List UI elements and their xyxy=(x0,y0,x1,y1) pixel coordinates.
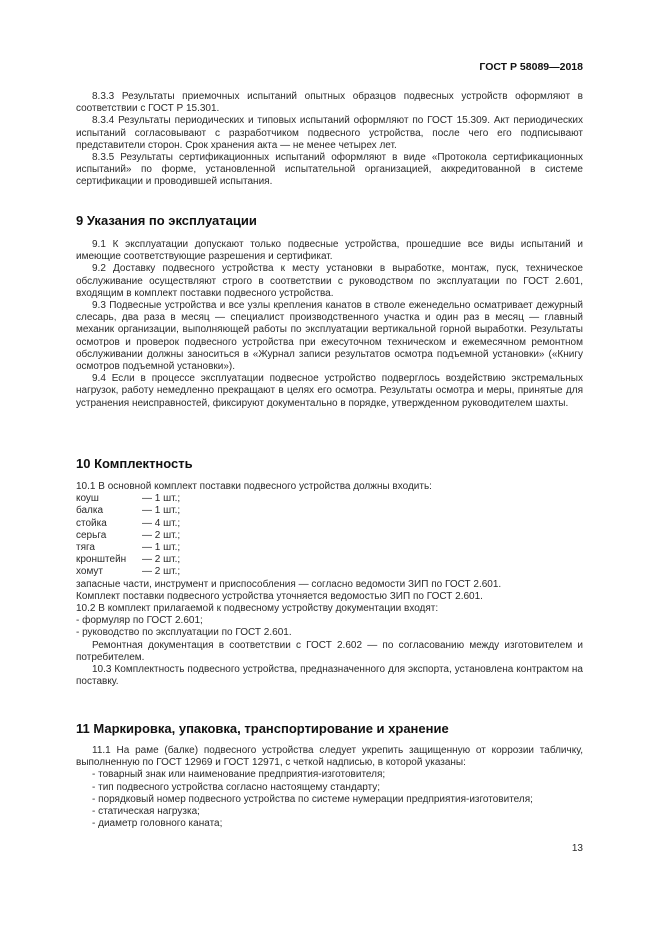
paragraph-9-1: 9.1 К эксплуатации допускают только подвесные устройства, прошедшие все виды испытаний и имеющие соответствующие разрешения и сертификат. xyxy=(76,239,583,263)
kit-item: хомут — 2 шт.; xyxy=(76,566,181,578)
paragraph-9-3: 9.3 Подвесные устройства и все узлы крепления канатов в стволе еженедельно осматривает дежурный слесарь, два раза в месяц — специалист производственного участка и один раз в месяц — главный механик организации, выполняющей работы по эксплуатации вертикальной горной выработки. Результаты осмотров и проверок подвесного устройства при ежесуточном техническом и ежемесячном ремонтном обслуживании должны заноситься в «Журнал записи результатов осмотра подъемной установки» («Книгу осмотров подъемной установки»). xyxy=(76,300,583,373)
repair-docs-paragraph: Ремонтная документация в соответствии с ГОСТ 2.602 — по согласованию между изготовителем и потребителем. xyxy=(76,639,583,663)
paragraph-8-3-3: 8.3.3 Результаты приемочных испытаний опытных образцов подвесных устройств оформляют в соответствии с ГОСТ Р 15.301. xyxy=(76,91,583,115)
marking-item: - диаметр головного каната; xyxy=(92,818,223,830)
section-11 xyxy=(76,721,583,830)
section-11-heading: 11 Маркировка, упаковка, транспортирование и хранение xyxy=(76,721,449,736)
section-9-heading: 9 Указания по эксплуатации xyxy=(76,213,257,228)
kit-item: балка — 1 шт.; xyxy=(76,505,181,517)
paragraph-11-1: 11.1 На раме (балке) подвесного устройства следует укрепить защищенную от коррозии табличку, выполненную по ГОСТ 12969 и ГОСТ 12971, с четкой надписью, в которой указаны: xyxy=(76,745,583,769)
paragraph-9-2: 9.2 Доставку подвесного устройства к месту установки в выработке, монтаж, пуск, техническое обслуживание осуществляют строго в соответствии с руководством по эксплуатации по ГОСТ 2.601, входящим в комплект поставки подвесного устройства. xyxy=(76,263,583,299)
page-number: 13 xyxy=(571,843,583,854)
paragraph-9-4: 9.4 Если в процессе эксплуатации подвесное устройство подверглось воздействию экстремальных нагрузок, работу немедленно прекращают в целях его осмотра. Результаты осмотра и меры, принятые для устранения неисправностей, фиксируют документально в порядке, утвержденном руководителем шахты. xyxy=(76,373,583,409)
section-9 xyxy=(76,213,583,410)
paragraph-10-3: 10.3 Комплектность подвесного устройства, предназначенного для экспорта, установлена контрактом на поставку. xyxy=(76,664,583,688)
doc-item: - руководство по эксплуатации по ГОСТ 2.601. xyxy=(76,627,292,639)
marking-item: - тип подвесного устройства согласно настоящему стандарту; xyxy=(92,781,381,793)
section-8-tail xyxy=(76,91,583,189)
marking-item: - товарный знак или наименование предприятия-изготовителя; xyxy=(92,769,386,781)
kit-item: коуш — 1 шт.; xyxy=(76,493,181,505)
marking-item: - порядковый номер подвесного устройства по системе нумерации предприятия-изготовителя; xyxy=(92,793,533,805)
document-code: ГОСТ Р 58089—2018 xyxy=(479,61,583,73)
paragraph-10-2: 10.2 В комплект прилагаемой к подвесному устройству документации входят: xyxy=(76,603,439,615)
kit-item: серьга — 2 шт.; xyxy=(76,529,181,541)
kit-item: кронштейн — 2 шт.; xyxy=(76,554,181,566)
paragraph-8-3-5: 8.3.5 Результаты сертификационных испытаний оформляют в виде «Протокола сертификационных испытаний» по форме, установленной испытательной организацией, аккредитованной в системе сертификации и проводившей испытания. xyxy=(76,152,583,188)
section-10 xyxy=(76,456,583,688)
kit-item: стойка — 4 шт.; xyxy=(76,517,181,529)
doc-item: - формуляр по ГОСТ 2.601; xyxy=(76,615,203,627)
paragraph-10-1: 10.1 В основной комплект поставки подвесного устройства должны входить: xyxy=(76,481,432,492)
section-10-heading: 10 Комплектность xyxy=(76,456,193,471)
kit-item: тяга — 1 шт.; xyxy=(76,542,181,554)
paragraph-8-3-4: 8.3.4 Результаты периодических и типовых испытаний оформляют по ГОСТ 15.309. Акт периодических испытаний согласовывают с разработчиком подвесного устройства, после чего его подписывают представители сторон. Срок хранения акта — не менее четырех лет. xyxy=(76,115,583,151)
refine-line: Комплект поставки подвесного устройства уточняется ведомостью ЗИП по ГОСТ 2.601. xyxy=(76,590,483,602)
marking-item: - статическая нагрузка; xyxy=(92,806,200,818)
spares-line: запасные части, инструмент и приспособления — согласно ведомости ЗИП по ГОСТ 2.601. xyxy=(76,578,502,590)
